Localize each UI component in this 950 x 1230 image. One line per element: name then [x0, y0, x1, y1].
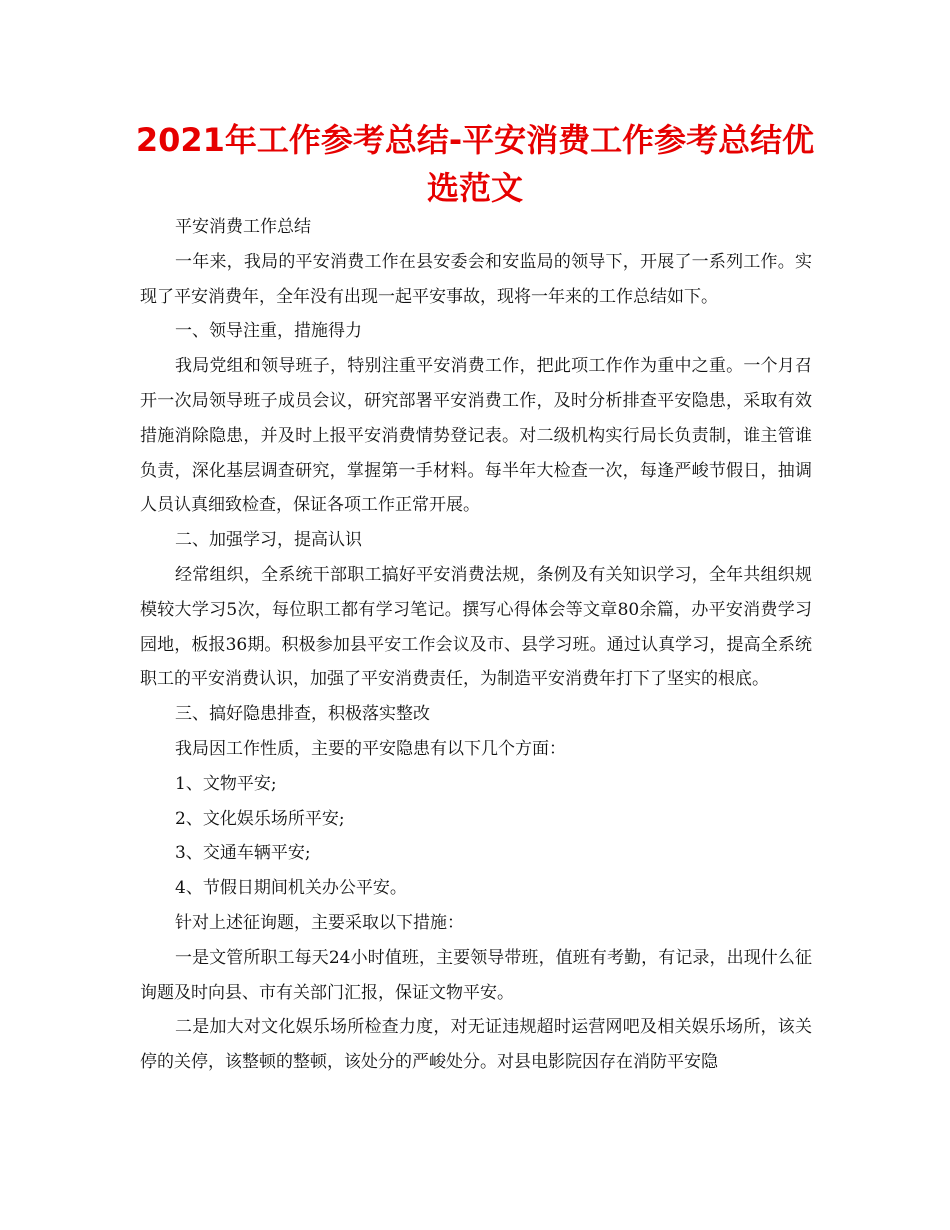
paragraph-subtitle: 平安消费工作总结 [175, 217, 311, 237]
paragraph: 二是加大对文化娱乐场所检查力度，对无证违规超时运营网吧及相关娱乐场所，该关停的关停，该整顿的整顿，该处分的严峻处分。对县电影院因存在消防平安隐 [140, 1017, 812, 1073]
paragraph: 经常组织，全系统干部职工搞好平安消费法规，条例及有关知识学习，全年共组织规模较大学习5次，每位职工都有学习笔记。撰写心得体会等文章80余篇，办平安消费学习园地，板报36期。积极参加县平安工作会议及市、县学习班。通过认真学习，提高全系统职工的平安消费认识，加强了平安消费责任，为制造平安消费年打下了坚实的根底。 [140, 564, 812, 690]
document-body [140, 210, 812, 1080]
paragraph: 我局党组和领导班子，特别注重平安消费工作，把此项工作作为重中之重。一个月召开一次局领导班子成员会议，研究部署平安消费工作，及时分析排查平安隐患，采取有效措施消除隐患，并及时上报平安消费情势登记表。对二级机构实行局长负责制，谁主管谁负责，深化基层调查研究，掌握第一手材料。每半年大检查一次，每逢严峻节假日，抽调人员认真细致检查，保证各项工作正常开展。 [140, 356, 812, 516]
list-item: 4、节假日期间机关办公平安。 [175, 878, 407, 899]
list-item: 2、文化娱乐场所平安; [175, 808, 345, 829]
section-heading: 三、搞好隐患排查，积极落实整改 [175, 704, 430, 725]
section-heading: 二、加强学习，提高认识 [175, 530, 362, 551]
paragraph: 我局因工作性质，主要的平安隐患有以下几个方面： [175, 738, 566, 759]
paragraph: 一年来，我局的平安消费工作在县安委会和安监局的领导下，开展了一系列工作。实现了平安消费年，全年没有出现一起平安事故，现将一年来的工作总结如下。 [140, 251, 812, 307]
paragraph: 针对上述征询题，主要采取以下措施： [175, 912, 464, 933]
list-item: 3、交通车辆平安; [175, 843, 311, 864]
list-item: 1、文物平安; [175, 773, 277, 794]
document-title: 2021年工作参考总结-平安消费工作参考总结优选范文 [135, 121, 815, 207]
paragraph: 一是文管所职工每天24小时值班，主要领导带班，值班有考勤，有记录，出现什么征询题及时向县、市有关部门汇报，保证文物平安。 [140, 947, 812, 1003]
section-heading: 一、领导注重，措施得力 [175, 321, 362, 342]
